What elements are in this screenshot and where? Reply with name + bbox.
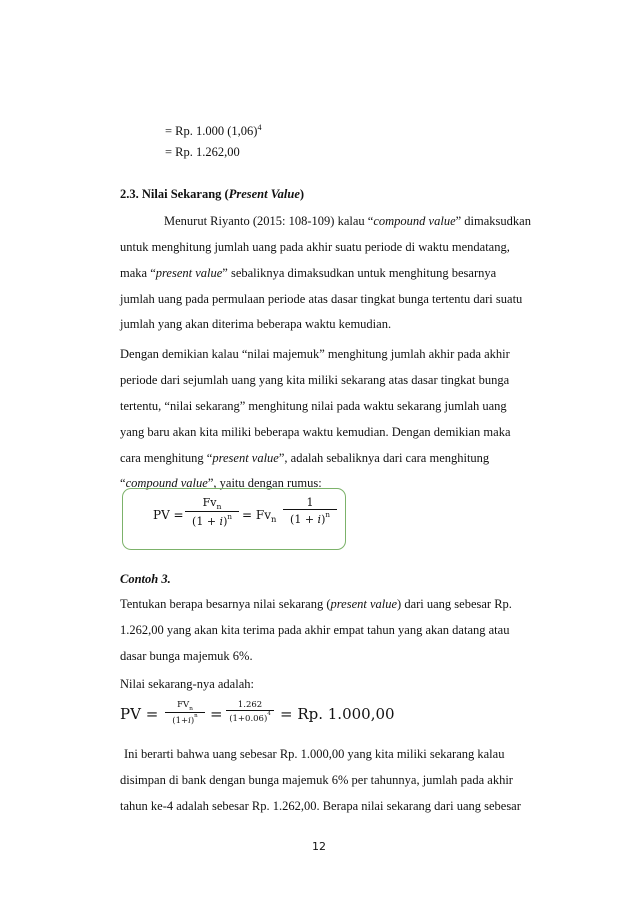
- fraction-numerator: 1.262: [226, 700, 274, 711]
- fraction-numerator: $Fv_n$: [185, 496, 239, 512]
- paragraph-line: Dengan demikian kalau “nilai majemuk” menghitung jumlah akhir pada akhir: [120, 347, 510, 361]
- fraction-denominator: $(1 + i)^n$: [192, 512, 232, 528]
- paragraph-line: disimpan di bank dengan bunga majemuk 6% per tahunnya, jumlah pada akhir: [120, 773, 513, 787]
- paragraph-line: cara menghitung “present value”, adalah sebaliknya dari cara menghitung: [120, 451, 490, 465]
- paragraph-line: dasar bunga majemuk 6%.: [120, 649, 253, 663]
- calc-line-2: = Rp. 1.262,00: [165, 145, 240, 159]
- fraction-numerator: 1: [283, 496, 337, 510]
- paragraph-line: jumlah uang pada permulaan periode atas dasar tingkat bunga tertentu dari suatu: [120, 292, 523, 306]
- paragraph-line: jumlah yang akan diterima beberapa waktu kemudian.: [120, 317, 392, 331]
- formula-fraction-2: [283, 496, 337, 526]
- paragraph-line: “compound value”, yaitu dengan rumus:: [120, 476, 322, 490]
- paragraph-line: periode dari sejumlah uang yang kita miliki sekarang atas dasar tingkat bunga: [120, 373, 510, 387]
- formula2-result: = Rp. 1.000,00: [280, 705, 395, 723]
- paragraph-line: tahun ke-4 adalah sebesar Rp. 1.262,00. Berapa nilai sekarang dari uang sebesar: [120, 799, 521, 813]
- paragraph-line: 1.262,00 yang akan kita terima pada akhir empat tahun yang akan datang atau: [120, 623, 510, 637]
- page-number: 12: [312, 840, 326, 853]
- fraction-denominator: $(1+i)^n$: [172, 713, 198, 726]
- fraction-denominator: $(1 + i)^n$: [290, 510, 330, 526]
- formula2-fraction-1: [165, 700, 205, 726]
- paragraph-line: yang baru akan kita miliki beberapa waktu kemudian. Dengan demikian maka: [120, 425, 511, 439]
- calc-line-1: = Rp. 1.000 $(1,06)^4$: [165, 123, 262, 138]
- fraction-denominator: $(1+0.06)^4$: [229, 711, 271, 724]
- formula-fraction-1: [185, 496, 239, 528]
- section-heading: 2.3. Nilai Sekarang (Present Value): [120, 187, 305, 201]
- formula-equals-fvn: = $Fv_n$: [242, 508, 277, 524]
- formula-lhs: PV =: [153, 508, 184, 522]
- example-title: Contoh 3.: [120, 572, 171, 586]
- formula2-fraction-2: [226, 700, 274, 724]
- paragraph-line: maka “present value” sebaliknya dimaksudkan untuk menghitung besarnya: [120, 266, 497, 280]
- formula2-lhs: PV =: [120, 705, 159, 723]
- formula2-equals: =: [210, 705, 223, 723]
- paragraph-line: Ini berarti bahwa uang sebesar Rp. 1.000,00 yang kita miliki sekarang kalau: [124, 747, 505, 761]
- paragraph-line: untuk menghitung jumlah uang pada akhir suatu periode di waktu mendatang,: [120, 240, 510, 254]
- paragraph-line: Menurut Riyanto (2015: 108-109) kalau “compound value” dimaksudkan: [164, 214, 531, 228]
- paragraph-line: tertentu, “nilai sekarang” menghitung nilai pada waktu sekarang jumlah uang: [120, 399, 507, 413]
- paragraph-line: Tentukan berapa besarnya nilai sekarang (present value) dari uang sebesar Rp.: [120, 597, 512, 611]
- paragraph-line: Nilai sekarang-nya adalah:: [120, 677, 254, 691]
- fraction-numerator: $FV_n$: [165, 700, 205, 713]
